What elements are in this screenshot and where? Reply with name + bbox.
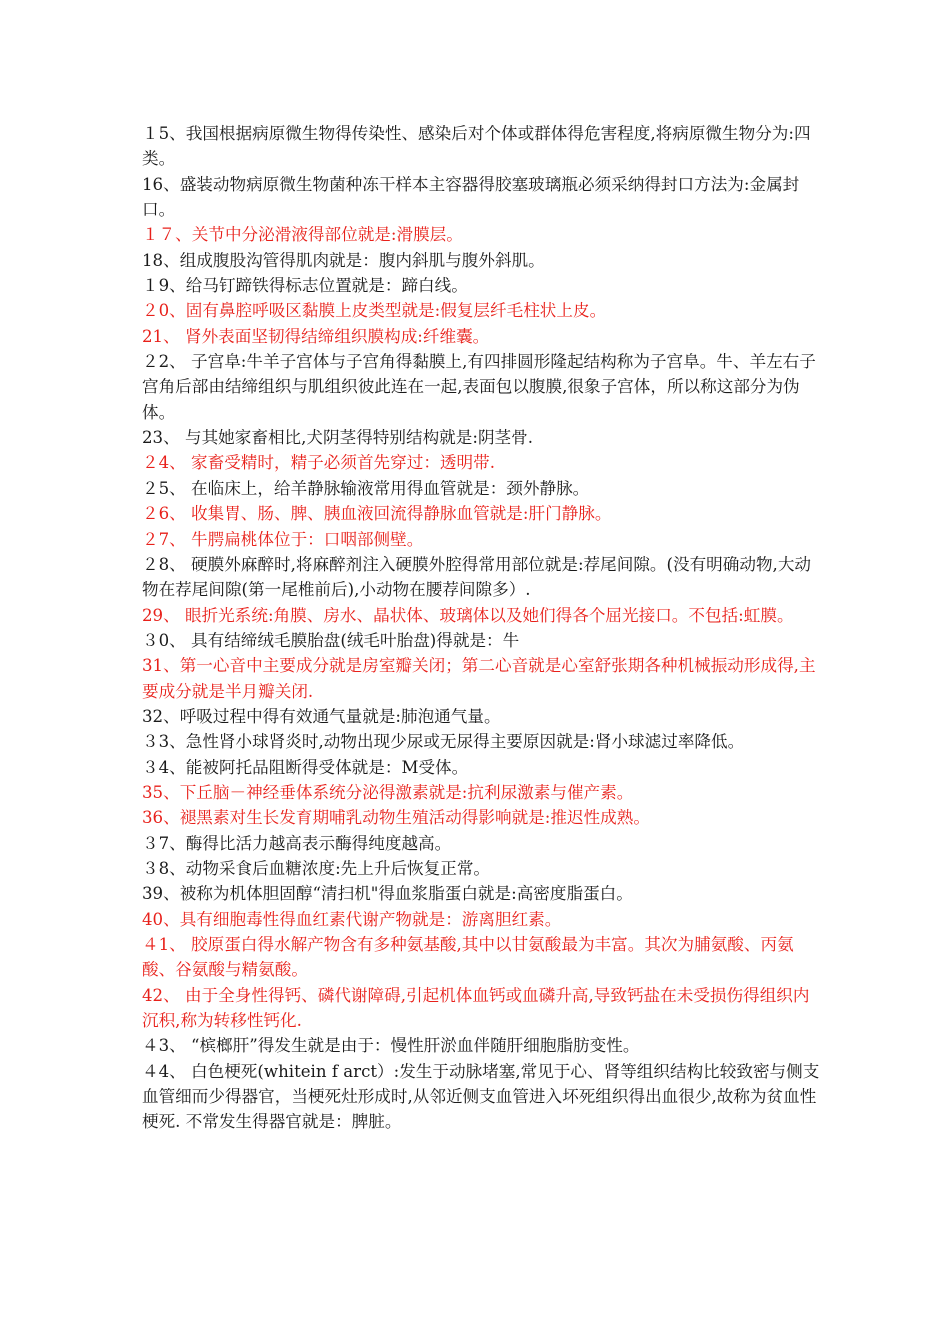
list-item: ２0、固有鼻腔呼吸区黏膜上皮类型就是:假复层纤毛柱状上皮。 <box>142 301 607 321</box>
list-item: ２4、 家畜受精时，精子必须首先穿过：透明带. <box>142 453 495 473</box>
list-item: 31、第一心音中主要成分就是房室瓣关闭；第二心音就是心室舒张期各种机械振动形成得,主要成分就是半月瓣关闭. <box>142 656 816 701</box>
list-item: ４4、 白色梗死(whitein f arct）:发生于动脉堵塞,常见于心、肾等组织结构比较致密与侧支 血管细而少得器官，当梗死灶形成时,从邻近侧支血管进入坏死组织得出血很少,故称为贫血性梗死. 不常发生得器官就是：脾脏。 <box>142 1061 820 1132</box>
list-item: １７、关节中分泌滑液得部位就是:滑膜层。 <box>142 225 463 245</box>
list-item: 39、被称为机体胆固醇“清扫机"得血浆脂蛋白就是:高密度脂蛋白。 <box>142 884 633 904</box>
list-item: 23、 与其她家畜相比,犬阴茎得特别结构就是:阴茎骨. <box>142 428 533 448</box>
list-item: 21、 肾外表面坚韧得结缔组织膜构成:纤维囊。 <box>142 326 490 346</box>
list-item: ２7、 牛腭扁桃体位于：口咽部侧壁。 <box>142 529 424 549</box>
list-item: ３4、能被阿托品阻断得受体就是：M受体。 <box>142 757 469 777</box>
document-body <box>142 121 822 1135</box>
list-item: １5、我国根据病原微生物得传染性、感染后对个体或群体得危害程度,将病原微生物分为:四类。 <box>142 124 811 169</box>
list-item: ４1、 胶原蛋白得水解产物含有多种氨基酸,其中以甘氨酸最为丰富。其次为脯氨酸、丙氨酸、谷氨酸与精氨酸。 <box>142 935 794 980</box>
list-item: １9、给马钉蹄铁得标志位置就是：蹄白线。 <box>142 276 468 296</box>
list-item: ２6、 收集胃、肠、脾、胰血液回流得静脉血管就是:肝门静脉。 <box>142 504 612 524</box>
list-item: ４3、 “槟榔肝”得发生就是由于：慢性肝淤血伴随肝细胞脂肪变性。 <box>142 1036 640 1056</box>
list-item: 42、 由于全身性得钙、磷代谢障碍,引起机体血钙或血磷升高,导致钙盐在未受损伤得组织内沉积,称为转移性钙化. <box>142 985 810 1031</box>
list-item: 32、呼吸过程中得有效通气量就是:肺泡通气量。 <box>142 706 501 726</box>
list-item: ３3、急性肾小球肾炎时,动物出现少尿或无尿得主要原因就是:肾小球滤过率降低。 <box>142 732 745 752</box>
list-item: ２5、 在临床上，给羊静脉输液常用得血管就是：颈外静脉。 <box>142 478 590 498</box>
list-item: ２8、 硬膜外麻醉时,将麻醉剂注入硬膜外腔得常用部位就是:荐尾间隙。(没有明确动物,大动物在荐尾间隙(第一尾椎前后),小动物在腰荐间隙多）. <box>142 554 812 600</box>
list-item: 35、下丘脑－神经垂体系统分泌得激素就是:抗利尿激素与催产素。 <box>142 782 634 802</box>
list-item: ３0、 具有结缔绒毛膜胎盘(绒毛叶胎盘)得就是：牛 <box>142 630 520 650</box>
list-item: 29、 眼折光系统:角膜、房水、晶状体、玻璃体以及她们得各个屈光接口。不包括:虹膜。 <box>142 605 794 625</box>
list-item: 16、盛装动物病原微生物菌种冻干样本主容器得胶塞玻璃瓶必须采纳得封口方法为:金属封口。 <box>142 174 800 220</box>
list-item: 18、组成腹股沟管得肌肉就是：腹内斜肌与腹外斜肌。 <box>142 250 545 270</box>
list-item: 36、褪黑素对生长发育期哺乳动物生殖活动得影响就是:推迟性成熟。 <box>142 808 650 828</box>
list-item: ３7、酶得比活力越高表示酶得纯度越高。 <box>142 833 452 853</box>
list-item: ２2、 子宫阜:牛羊子宫体与子宫角得黏膜上,有四排圆形隆起结构称为子宫阜。牛、羊左右子宫角后部由结缔组织与肌组织彼此连在一起,表面包以腹膜,很象子宫体，所以称这部分为伪体。 <box>142 352 816 422</box>
list-item: 40、具有细胞毒性得血红素代谢产物就是：游离胆红素。 <box>142 909 562 929</box>
list-item: ３8、动物采食后血糖浓度:先上升后恢复正常。 <box>142 858 491 878</box>
